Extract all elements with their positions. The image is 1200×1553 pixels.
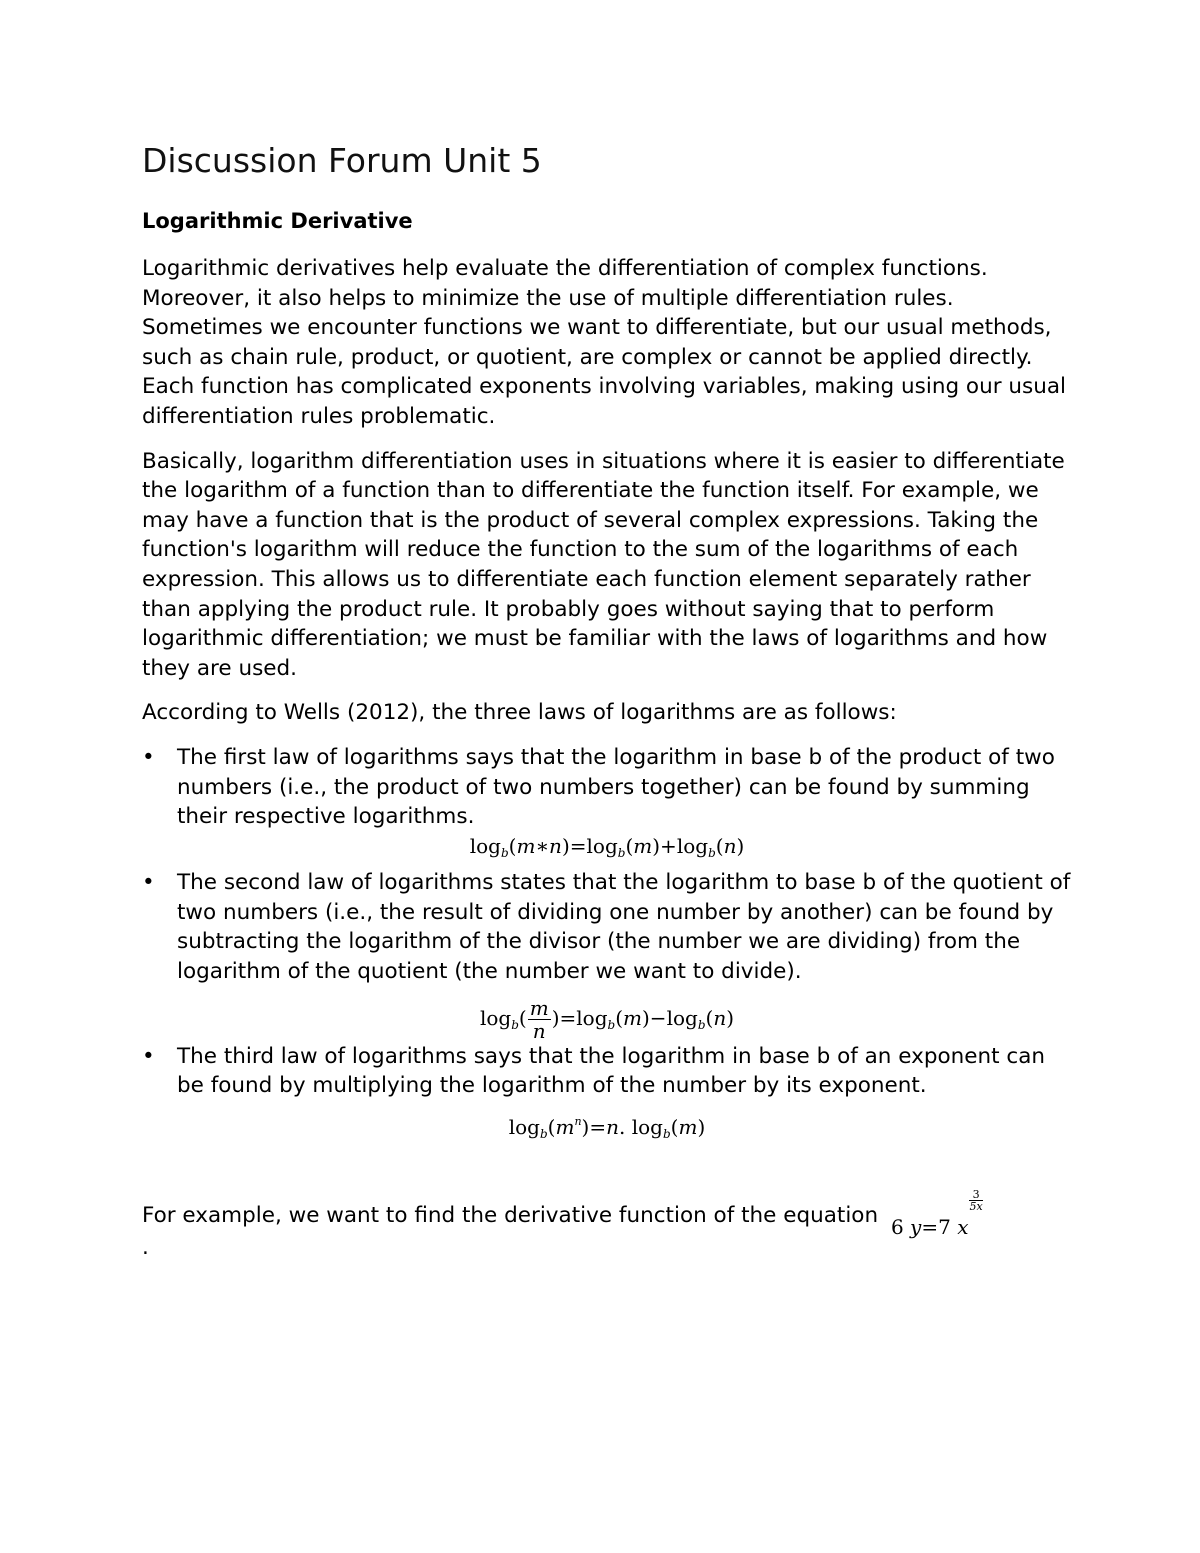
law-item-second — [142, 868, 1072, 1041]
law-item-first — [142, 743, 1072, 868]
bullet-icon: • — [142, 744, 155, 770]
law-text: The third law of logarithms says that the logarithm in base b of an exponent can be found by multiplying the logarithm of the number by its exponent. — [177, 1043, 1045, 1099]
fraction-m-over-n: $\frac{m}{n}$ — [529, 995, 549, 1043]
paragraph-intro: Logarithmic derivatives help evaluate the differentiation of complex functions. Moreover, it also helps to minimize the use of multiple differentiation rules. Sometimes we encounter functions we want to differentiate, but our usual methods, such as chain rule, product, or quotient, are complex or cannot be applied directly. Each function has complicated exponents involving variables, making using our usual differentiation rules problematic. — [142, 256, 1066, 429]
law-text: The first law of logarithms says that the logarithm in base b of the product of two numbers (i.e., the product of two numbers together) can be found by summing their respective logarithms. — [177, 744, 1055, 830]
example-equation: 6 y=7 x $\frac{3}{5x}$ — [890, 1188, 983, 1240]
example-text: For example, we want to find the derivative function of the equation — [142, 1203, 879, 1229]
paragraph-basics: Basically, logarithm differentiation uses in situations where it is easier to differentiate the logarithm of a function than to differentiate the function itself. For example, we may have a function that is the product of several complex expressions. Taking the function's logarithm will reduce the function to the sum of the logarithms of each expression. This allows us to differentiate each function element separately rather than applying the product rule. It probably goes without saying that to perform logarithmic differentiation; we must be familiar with the laws of logarithms and how they are used. — [142, 448, 1065, 681]
bullet-icon: • — [142, 870, 155, 896]
exponent-fraction: $\frac{3}{5x}$ — [969, 1188, 983, 1214]
law-item-third — [142, 1042, 1072, 1150]
law-text: The second law of logarithms states that the logarithm to base b of the quotient of two numbers (i.e., the result of dividing one number by another) can be found by subtracting the logarithm of the divisor (the number we are dividing) from the logarithm of the quotient (the number we want to divide). — [177, 870, 1071, 985]
section-heading: Logarithmic Derivative — [142, 209, 413, 233]
equation-power-law: $\log_b(m^n)=n$. $\log_b(m)$ — [508, 1114, 706, 1141]
document-content — [142, 140, 1072, 1260]
document-title: Discussion Forum Unit 5 — [142, 141, 542, 180]
trailing-period: . — [142, 1235, 149, 1261]
equation-product-law: $\log_b(m∗n)=\log_b(m)+\log_b(n)$ — [469, 833, 745, 860]
paragraph-laws-intro: According to Wells (2012), the three laws of logarithms are as follows: — [142, 700, 897, 726]
bullet-icon: • — [142, 1043, 155, 1069]
laws-list — [142, 743, 1072, 1150]
equation-quotient-law: $\log_b$( $\frac{m}{n}$ )$=\log_b(m)-\log_b(n)$ — [479, 995, 735, 1043]
example-line — [142, 1188, 1072, 1240]
